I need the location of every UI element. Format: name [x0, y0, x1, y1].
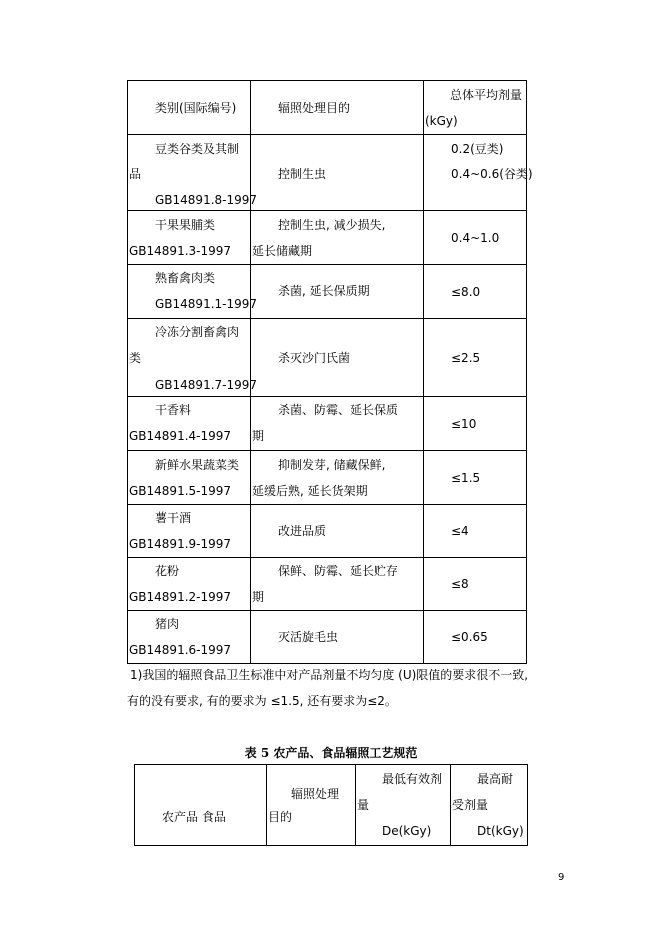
table-row — [128, 265, 527, 319]
standard-code: GB14891.3-1997 — [129, 244, 232, 258]
table-row — [128, 397, 527, 451]
irradiation-purpose: 改进品质 — [278, 524, 327, 538]
average-dose: ≤8 — [451, 577, 469, 591]
table-row — [128, 319, 527, 397]
table5-col-max-dose: 最高耐 — [477, 772, 514, 786]
standard-code: GB14891.4-1997 — [129, 429, 232, 443]
standard-code: GB14891.8-1997 — [155, 193, 258, 207]
table5-col-min-dose-unit: De(kGy) — [382, 824, 432, 838]
standard-code: GB14891.5-1997 — [129, 484, 232, 498]
table5-col-min-dose: 最低有效剂 — [382, 772, 443, 786]
category-name: 熟畜禽肉类 — [155, 271, 216, 285]
process-spec-table — [134, 764, 528, 846]
irradiation-purpose-cont: 期 — [252, 429, 265, 443]
category-name: 冷冻分割畜禽肉 — [155, 325, 240, 339]
irradiation-purpose: 保鲜、防霉、延长贮存 — [278, 564, 399, 578]
irradiation-standards-table — [127, 80, 533, 664]
average-dose: ≤2.5 — [451, 351, 481, 365]
table5-col-min-dose-cont: 量 — [357, 798, 370, 812]
average-dose: 0.2(豆类) — [451, 142, 504, 156]
table-header-row — [128, 81, 527, 135]
category-name: 干香料 — [155, 403, 192, 417]
table5-caption: 表 5 农产品、食品辐照工艺规范 — [244, 746, 418, 760]
category-name: 薯干酒 — [155, 511, 192, 525]
table-row — [128, 611, 527, 664]
average-dose: ≤0.65 — [451, 630, 488, 644]
average-dose: ≤10 — [451, 417, 477, 431]
standard-code: GB14891.1-1997 — [155, 297, 258, 311]
irradiation-purpose: 控制生虫, 减少损失, — [278, 218, 386, 232]
note-line-2: 有的没有要求, 有的要求为 ≤1.5, 还有要求为≤2。 — [127, 694, 397, 708]
standard-code: GB14891.6-1997 — [129, 643, 232, 657]
header-dose-unit: (kGy) — [425, 114, 458, 128]
irradiation-purpose-cont: 延长储藏期 — [252, 244, 313, 258]
irradiation-purpose: 杀菌, 延长保质期 — [278, 284, 370, 298]
standard-code: GB14891.7-1997 — [155, 378, 258, 392]
header-category: 类别(国际编号) — [155, 101, 237, 115]
header-purpose: 辐照处理目的 — [278, 101, 351, 115]
irradiation-purpose: 控制生虫 — [278, 167, 327, 181]
standard-code: GB14891.9-1997 — [129, 537, 232, 551]
category-name: 豆类谷类及其制 — [155, 142, 240, 156]
table-row — [128, 558, 527, 611]
table5-col-purpose: 辐照处理 — [291, 787, 340, 801]
category-name-cont: 品 — [129, 167, 142, 181]
average-dose: ≤4 — [451, 524, 469, 538]
average-dose-cont: 0.4~0.6(谷类) — [451, 167, 533, 181]
table-row — [128, 451, 527, 505]
table5-header-row — [135, 765, 528, 846]
table5-col-max-dose-cont: 受剂量 — [452, 798, 489, 812]
irradiation-purpose: 杀灭沙门氏菌 — [278, 351, 351, 365]
header-dose: 总体平均剂量 — [450, 88, 523, 102]
table-row — [128, 211, 527, 265]
irradiation-purpose: 灭活旋毛虫 — [278, 630, 339, 644]
standard-code: GB14891.2-1997 — [129, 590, 232, 604]
category-name-cont: 类 — [129, 351, 142, 365]
average-dose: ≤8.0 — [451, 285, 481, 299]
category-name: 猪肉 — [155, 617, 180, 631]
category-name: 花粉 — [155, 564, 180, 578]
category-name: 新鲜水果蔬菜类 — [155, 458, 240, 472]
table5-col-purpose-cont: 目的 — [268, 810, 293, 824]
table5-col-max-dose-unit: Dt(kGy) — [477, 824, 524, 838]
irradiation-purpose: 杀菌、防霉、延长保质 — [278, 403, 399, 417]
irradiation-purpose: 抑制发芽, 储藏保鲜, — [278, 458, 386, 472]
irradiation-purpose-cont: 期 — [252, 590, 265, 604]
table-row — [128, 135, 527, 211]
page-number: 9 — [558, 872, 565, 883]
average-dose: ≤1.5 — [451, 471, 481, 485]
average-dose: 0.4~1.0 — [451, 231, 500, 245]
table5-col-product: 农产品 食品 — [162, 810, 226, 824]
irradiation-purpose-cont: 延缓后熟, 延长货架期 — [252, 484, 368, 498]
table-row — [128, 505, 527, 558]
note-line-1: 1)我国的辐照食品卫生标准中对产品剂量不均匀度 (U)限值的要求很不一致, — [130, 668, 529, 682]
category-name: 干果果脯类 — [155, 218, 216, 232]
